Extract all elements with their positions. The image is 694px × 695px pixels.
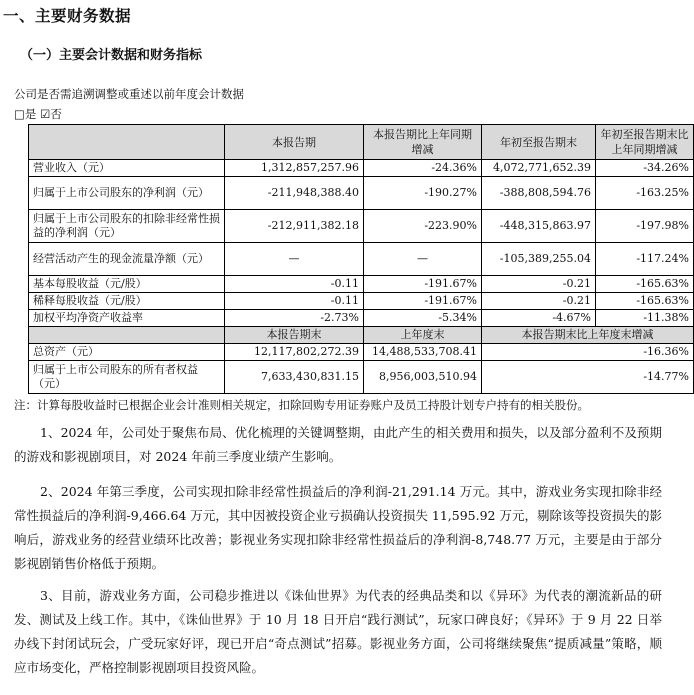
row-label: 基本每股收益（元/股） [29, 276, 225, 293]
table-cell: -191.67% [364, 276, 482, 293]
table-cell: -0.21 [482, 293, 596, 310]
paragraph [14, 584, 662, 680]
header-cell: 年初至报告期末 [482, 125, 596, 160]
table-row [29, 160, 694, 177]
table-cell: -24.36% [364, 160, 482, 177]
table-row [29, 293, 694, 310]
table-cell: 1,312,857,257.96 [225, 160, 364, 177]
paragraph [14, 421, 662, 469]
row-label: 稀释每股收益（元/股） [29, 293, 225, 310]
table-cell: 7,633,430,831.15 [225, 361, 364, 394]
table-cell: -0.21 [482, 276, 596, 293]
table-cell: — [364, 243, 482, 276]
row-label: 加权平均净资产收益率 [29, 310, 225, 327]
paragraph-text: 1、2024 年，公司处于聚焦布局、优化梳理的关键调整期，由此产生的相关费用和损失，以及部分盈利不及预期的游戏和影视剧项目，对 2024 年前三季度业绩产生影响。 [14, 425, 662, 464]
table-cell: -0.11 [225, 293, 364, 310]
table-cell: -448,315,863.97 [482, 210, 596, 243]
table-row [29, 344, 694, 361]
table-row [29, 243, 694, 276]
table-cell: -2.73% [225, 310, 364, 327]
table-cell: 14,488,533,708.41 [364, 344, 482, 361]
table-cell: -5.34% [364, 310, 482, 327]
header-cell: 年初至报告期末比上年同期增减 [596, 125, 694, 160]
table-cell: -191.67% [364, 293, 482, 310]
header-cell: 本报告期末 [225, 327, 364, 344]
row-label: 营业收入（元） [29, 160, 225, 177]
table-cell: -165.63% [596, 276, 694, 293]
table-cell: -14.77% [482, 361, 694, 394]
table-footnote: 注：计算每股收益时已根据企业会计准则相关规定，扣除回购专用证券账户及员工持股计划专户持有的相关股份。 [14, 398, 589, 412]
table-cell: 12,117,802,272.39 [225, 344, 364, 361]
table-row [29, 361, 694, 394]
table-cell: -190.27% [364, 177, 482, 210]
table-cell: -105,389,255.04 [482, 243, 596, 276]
subsection-heading: （一）主要会计数据和财务指标 [20, 48, 203, 63]
table-cell: -165.63% [596, 293, 694, 310]
no-label: 否 [50, 107, 62, 121]
financial-data-table [28, 124, 694, 394]
row-label: 经营活动产生的现金流量净额（元） [29, 243, 225, 276]
table-subheader-row [29, 327, 694, 344]
paragraph-text: 2、2024 年第三季度，公司实现扣除非经常性损益后的净利润-21,291.14 万元。其中，游戏业务实现扣除非经常性损益后的净利润-9,466.64 万元，其中因被投资企业亏损确认投资损失 11,595.92 万元，剔除该等投资损失的影响后，游戏业务的经营业绩环比改善；影视业务实现扣除非经常性损益后的净利润-8,748.77 万元，主要是由于部分影视剧销售价格低于预期。 [14, 484, 662, 571]
table-cell: -212,911,382.18 [225, 210, 364, 243]
table-cell: — [225, 243, 364, 276]
table-row [29, 310, 694, 327]
checked-box-icon: ☑ [40, 107, 51, 121]
table-cell: -388,808,594.76 [482, 177, 596, 210]
table-cell: -117.24% [596, 243, 694, 276]
restatement-question: 公司是否需追溯调整或重述以前年度会计数据 [14, 87, 244, 101]
header-cell: 本报告期末比上年度末增减 [482, 327, 694, 344]
table-cell: -34.26% [596, 160, 694, 177]
header-cell [29, 327, 225, 344]
table-cell: -163.25% [596, 177, 694, 210]
table-cell: -223.90% [364, 210, 482, 243]
row-label: 归属于上市公司股东的所有者权益（元） [29, 361, 225, 394]
table-row [29, 210, 694, 243]
table-cell: 4,072,771,652.39 [482, 160, 596, 177]
table-cell: -211,948,388.40 [225, 177, 364, 210]
yes-label: 是 [24, 107, 37, 121]
table-cell: -11.38% [596, 310, 694, 327]
paragraph [14, 480, 662, 576]
table-cell: -197.98% [596, 210, 694, 243]
header-cell: 本报告期 [225, 125, 364, 160]
table-cell: -16.36% [482, 344, 694, 361]
table-cell: 8,956,003,510.94 [364, 361, 482, 394]
table-row [29, 276, 694, 293]
section-heading: 一、主要财务数据 [3, 7, 132, 25]
restatement-answer [14, 106, 62, 122]
table-row [29, 177, 694, 210]
row-label: 归属于上市公司股东的净利润（元） [29, 177, 225, 210]
header-cell: 上年度末 [364, 327, 482, 344]
table-cell: -4.67% [482, 310, 596, 327]
unchecked-box-icon: □ [14, 107, 25, 121]
header-cell: 本报告期比上年同期增减 [364, 125, 482, 160]
header-cell [29, 125, 225, 160]
row-label: 总资产（元） [29, 344, 225, 361]
table-cell: -0.11 [225, 276, 364, 293]
paragraph-text: 3、目前，游戏业务方面，公司稳步推进以《诛仙世界》为代表的经典品类和以《异环》为代表的潮流新品的研发、测试及上线工作。其中，《诛仙世界》于 10 月 18 日开启“践行测试”，玩家口碑良好；《异环》于 9 月 22 日举办线下封闭试玩会，广受玩家好评，现已开启“奇点测试”招募。影视业务方面，公司将继续聚焦“提质减量”策略，顺应市场变化，严格控制影视剧项目投资风险。 [14, 588, 662, 675]
row-label: 归属于上市公司股东的扣除非经常性损益的净利润（元） [29, 210, 225, 243]
table-header-row [29, 125, 694, 160]
